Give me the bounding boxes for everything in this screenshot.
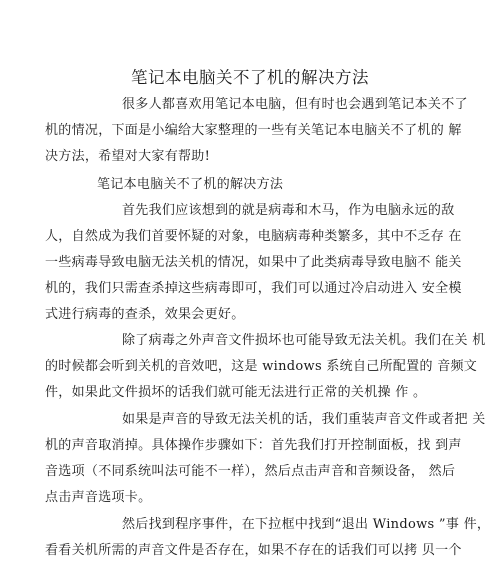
paragraph-line: 件，如果此文件损坏的话我们就可能无法进行正常的关机操 作 。 — [45, 385, 427, 400]
paragraph-line: 人，自然成为我们首要怀疑的对象，电脑病毒种类繁多，其中不乏存 在 — [45, 229, 462, 244]
paragraph-line: 机的情况，下面是小编给大家整理的一些有关笔记本电脑关不了机的 解 — [45, 123, 462, 138]
paragraph-line: 如果是声音的导致无法关机的话，我们重装声音文件或者把 关 — [122, 412, 486, 427]
paragraph-line: 的时候都会听到关机的音效吧，这是 windows 系统自己所配置的 音频文 — [45, 359, 478, 374]
paragraph-line: 点击声音选项卡。 — [45, 490, 152, 505]
paragraph-line: 看看关机所需的声音文件是否存在，如果不存在的话我们可以拷 贝一个 — [45, 543, 462, 558]
paragraph-line: 机的，我们只需查杀掉这些病毒即可，我们可以通过冷启动进入 安全模 — [45, 281, 462, 296]
paragraph-line: 首先我们应该想到的就是病毒和木马，作为电脑永远的敌 — [122, 203, 455, 218]
paragraph-line: 机的声音取消掉。具体操作步骤如下：首先我们打开控制面板，找 到声 — [45, 438, 462, 453]
paragraph-line: 除了病毒之外声音文件损坏也可能导致无法关机。我们在关 机 — [122, 333, 486, 348]
paragraph-line: 很多人都喜欢用笔记本电脑，但有时也会遇到笔记本关不了 — [122, 97, 468, 112]
paragraph-line: 然后找到程序事件，在下拉框中找到“退出 Windows ”事 件， — [122, 517, 491, 532]
paragraph-line: 一些病毒导致电脑无法关机的情况，如果中了此类病毒导致电脑不 能关 — [45, 255, 462, 270]
section-heading: 笔记本电脑关不了机的解决方法 — [97, 177, 284, 192]
paragraph-line: 式进行病毒的查杀，效果会更好。 — [45, 307, 245, 322]
paragraph-line: 音选项（不同系统叫法可能不一样），然后点击声音和音频设备， 然后 — [45, 464, 456, 479]
document-title: 笔记本电脑关不了机的解决方法 — [131, 68, 369, 87]
paragraph-line: 决方法，希望对大家有帮助! — [45, 149, 211, 164]
